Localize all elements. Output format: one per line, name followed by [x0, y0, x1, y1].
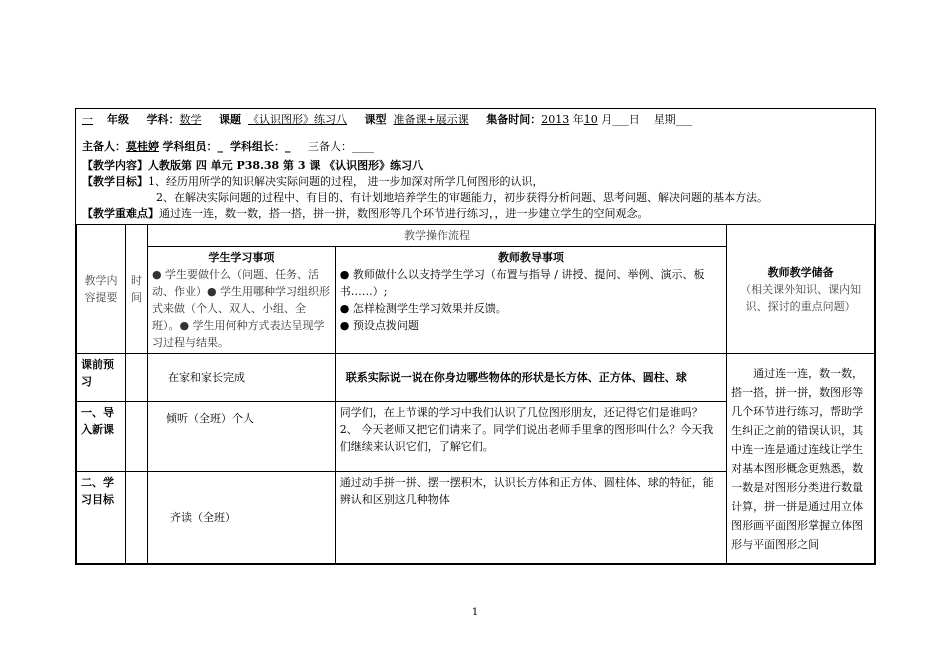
goals-block — [76, 174, 875, 206]
type-label: 课型 — [364, 113, 387, 126]
col-reserve-header — [727, 225, 875, 354]
subject-label: 学科： — [146, 113, 180, 126]
teacher-preview: 联系实际说一说在你身边哪些物体的形状是长方体、正方体、圆柱、球 — [335, 354, 726, 402]
reserve-content: 通过连一连，数一数，搭一搭，拼一拼，数图形等几个环节进行练习，帮助学生纠正之前的错误认识，其中连一连是通过连线让学生对基本图形概念更熟悉，数一数是对图形分类进行数量计算，拼一拼是通过用立体图形画平面图形掌握立体图形与平面图形之间 — [727, 354, 875, 564]
goals-label: 【教学目标】 — [82, 175, 148, 188]
key-points-text: 通过连一连，数一数，搭一搭，拼一拼，数图形等几个环节进行练习，，进一步建立学生的空间观念。 — [159, 207, 649, 220]
goal-2: 2、在解决实际问题的过程中、有目的、有计划地培养学生的审题能力，初步获得分析问题、思考问题、解决问题的基本方法。 — [156, 191, 768, 204]
stage-goals: 二、学习目标 — [77, 472, 126, 564]
content-line — [76, 158, 875, 174]
time-preview — [125, 354, 147, 402]
student-header: 学生学习事项 — [208, 251, 275, 264]
time-goals — [125, 472, 147, 564]
time-intro — [125, 402, 147, 472]
student-intro: 倾听（全班）个人 — [147, 402, 335, 472]
month-value: 10 — [583, 113, 598, 126]
student-preview: 在家和家长完成 — [147, 354, 335, 402]
subject-value: 数学 — [179, 113, 202, 126]
stage-preview: 课前预习 — [77, 354, 126, 402]
teacher-intro: 同学们，在上节课的学习中我们认识了几位图形朋友，还记得它们是谁吗？ 2、 今天老师又把它们请来了。同学们说出老师手里拿的图形叫什么？今天我们继续来认识它们，了解它们。 — [335, 402, 726, 472]
page-number: 1 — [471, 607, 479, 618]
year-value: 2013 — [541, 113, 570, 126]
content-text: 人教版第 四 单元 P38.38 第 3 课 《认识图形》练习八 — [148, 159, 424, 172]
key-points-line — [76, 206, 875, 224]
prep-time-label: 集备时间： — [486, 113, 542, 126]
teacher-desc-2: ● 怎样检测学生学习效果并反馈。 — [339, 302, 507, 315]
teacher-goals: 通过动手拼一拼、摆一摆积木，认识长方体和正方体、圆柱体、球的特征，能辨认和区别这几种物体 — [335, 472, 726, 564]
month-label: 月 — [601, 113, 613, 126]
topic-value: 《认识图形》练习八 — [248, 113, 347, 126]
teacher-column — [335, 247, 726, 354]
lead-label: 主备人： — [82, 140, 126, 153]
group-label: 学科组员：_ — [162, 140, 223, 153]
day-label: 日 — [628, 113, 640, 126]
type-value: 准备课+展示课 — [393, 113, 469, 126]
third-label: 三备人：____ — [307, 140, 374, 153]
grade-number: 一 — [82, 113, 93, 126]
student-desc: ● 学生要做什么（问题、任务、活动、作业）● 学生用哪种学习组织形式来做（个人、双人、小组、全班）。● 学生用何种方式表达呈现学习过程与结果。 — [151, 268, 331, 349]
col-flow-header: 教学操作流程 — [147, 225, 726, 247]
teacher-header: 教师教导事项 — [497, 251, 564, 264]
grade-label: 年级 — [107, 113, 129, 126]
student-goals: 齐读（全班） — [147, 472, 335, 564]
student-column — [147, 247, 335, 354]
staff-line — [76, 131, 875, 158]
col-summary-header: 教学内容提要 — [77, 225, 126, 354]
col-time-header: 时间 — [125, 225, 147, 354]
lesson-plan-sheet — [75, 108, 876, 565]
topic-label: 课题 — [219, 113, 241, 126]
week-label: 星期 — [653, 113, 676, 126]
teacher-desc-3: ● 预设点拨问题 — [339, 319, 419, 332]
head-label: 学科组长：_ — [230, 140, 291, 153]
content-label: 【教学内容】 — [82, 159, 148, 172]
stage-intro: 一、导入新课 — [77, 402, 126, 472]
reserve-note: （相关课外知识、课内知识、探讨的重点问题） — [740, 282, 862, 313]
lead-name: 莫桂婷 — [126, 140, 159, 153]
lesson-flow-table — [76, 224, 875, 564]
key-points-label: 【教学重难点】 — [82, 207, 159, 220]
reserve-title: 教师教学储备 — [767, 265, 834, 279]
year-label: 年 — [572, 113, 584, 126]
teacher-desc-1: ● 教师做什么以支持学生学习（布置与指导 / 讲授、提问、举例、演示、板书……）; — [339, 268, 705, 298]
document-page — [75, 108, 876, 565]
goal-1: 1、经历用所学的知识解决实际问题的过程， 进一步加深对所学几何图形的认识， — [148, 175, 544, 188]
header-line: 一 年级 学科：数学 课题 《认识图形》练习八 课型 准备课+展示课 集备时间：2013 年10 月___日 星期___ — [82, 113, 693, 126]
